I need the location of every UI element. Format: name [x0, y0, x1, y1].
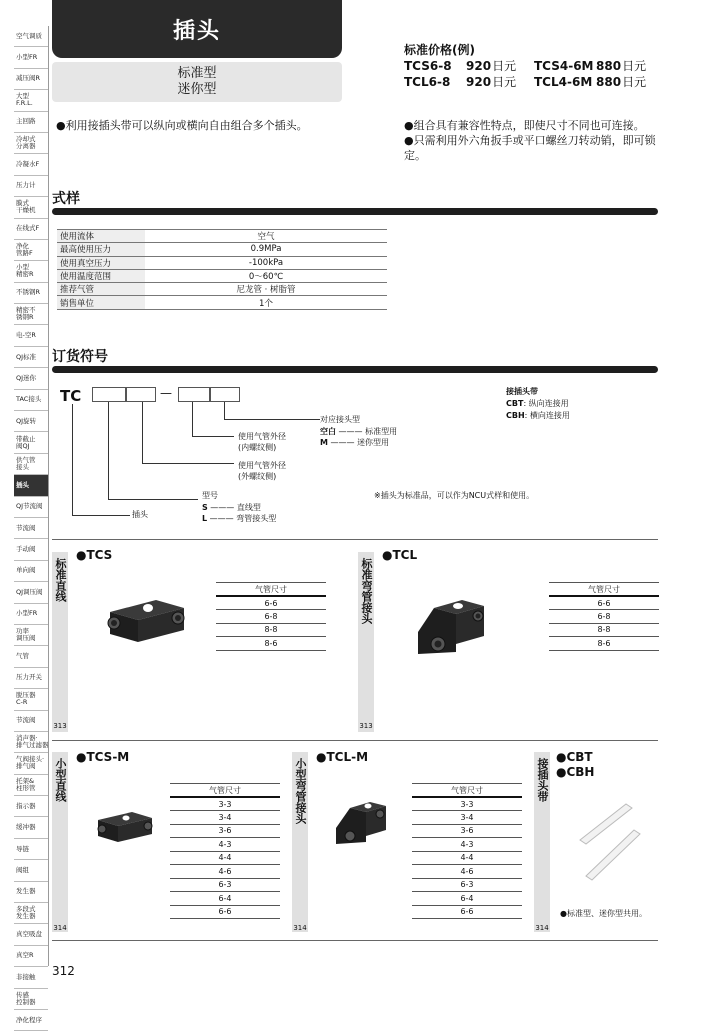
table-row: [57, 296, 387, 309]
sidebar-tab[interactable]: 发生器: [14, 882, 48, 903]
table-row: [170, 811, 280, 825]
spec-value: -100kPa: [145, 256, 387, 269]
size-cell: 4-4: [412, 851, 522, 865]
size-cell: 3-3: [170, 797, 280, 811]
size-header: 气管尺寸: [412, 784, 522, 798]
tcsm-vlabel: [52, 752, 68, 932]
sidebar-tab[interactable]: 非接触: [14, 967, 48, 988]
price-block: [404, 42, 664, 90]
order-prefix: TC: [60, 387, 82, 405]
table-row: [170, 797, 280, 811]
size-cell: 4-4: [170, 851, 280, 865]
price-model: TCS4-6M: [534, 59, 594, 73]
size-header: 气管尺寸: [170, 784, 280, 798]
page-title: 插头: [52, 0, 342, 58]
sidebar-tab[interactable]: 小型FR: [14, 47, 48, 68]
size-cell: 6-6: [216, 596, 326, 610]
sidebar-tab[interactable]: 主回路: [14, 112, 48, 133]
table-row: [216, 623, 326, 637]
table-row: [412, 797, 522, 811]
code-l-desc: 弯管接头型: [236, 514, 277, 523]
sidebar-tab[interactable]: 供气管 接头: [14, 454, 48, 475]
spec-table: [57, 229, 387, 310]
cb-vlabel-text: 接插头带: [536, 758, 549, 802]
code-m-desc: 迷你型用: [357, 438, 390, 447]
size-cell: 8-6: [216, 637, 326, 651]
sidebar-tab[interactable]: 手动阀: [14, 539, 48, 560]
tclm-page: 314: [293, 924, 307, 932]
tcsm-size-table: [170, 783, 280, 919]
price-unit: 日元: [622, 75, 647, 89]
type-label: 型号: [202, 491, 218, 500]
sidebar-tab[interactable]: 真空吸盘: [14, 924, 48, 945]
spec-key: 使用真空压力: [57, 256, 145, 269]
sidebar-tab[interactable]: 小型 精密R: [14, 261, 48, 282]
spec-key: 最高使用压力: [57, 243, 145, 256]
table-row: [549, 623, 659, 637]
sidebar-tab[interactable]: TAC接头: [14, 390, 48, 411]
tcl-image: [412, 596, 498, 660]
sidebar-tab[interactable]: 冷凝水F: [14, 154, 48, 175]
subtitle-standard: 标准型: [177, 66, 217, 81]
order-dash: —: [160, 386, 172, 400]
sidebar-tab[interactable]: 压力开关: [14, 668, 48, 689]
size-cell: 4-3: [170, 838, 280, 852]
sidebar-tab[interactable]: 节流阀: [14, 711, 48, 732]
sidebar-tab[interactable]: 小型FR: [14, 604, 48, 625]
table-row: [170, 878, 280, 892]
sidebar-tab[interactable]: 多段式 发生器: [14, 903, 48, 924]
side-index: [14, 26, 48, 1031]
table-row: [170, 865, 280, 879]
size-cell: 3-6: [412, 824, 522, 838]
table-row: [170, 892, 280, 906]
size-cell: 4-3: [412, 838, 522, 852]
size-header: 气管尺寸: [549, 583, 659, 597]
tclm-title: ●TCL-M: [316, 750, 369, 764]
order-diagram: [52, 380, 658, 530]
plug-type-blank: [320, 426, 397, 437]
size-cell: 4-6: [412, 865, 522, 879]
code-cbh-desc: : 横向连接用: [524, 411, 570, 420]
tcsm-image: [92, 806, 158, 846]
feature-left: ●利用接插头带可以纵向或横向自由组合多个插头。: [56, 119, 308, 132]
table-header-row: [170, 784, 280, 798]
sidebar-tab[interactable]: 节流阀: [14, 518, 48, 539]
table-row: [170, 905, 280, 919]
cb-note: ●标准型、迷你型共用。: [560, 909, 647, 918]
table-row: [170, 851, 280, 865]
sidebar-tab[interactable]: 净化程序: [14, 1010, 48, 1031]
table-row: [412, 838, 522, 852]
order-box-plug: [210, 387, 240, 402]
size-cell: 6-6: [170, 905, 280, 919]
type-s: [202, 502, 261, 513]
size-cell: 8-8: [549, 623, 659, 637]
price-heading: 标准价格(例): [404, 43, 475, 57]
strap-cbh: [506, 410, 570, 421]
sidebar-tab[interactable]: 在线式F: [14, 219, 48, 240]
tclm-size-table: [412, 783, 522, 919]
sidebar-tab[interactable]: 冷却式 分离器: [14, 133, 48, 154]
order-heading: 订货符号: [52, 349, 108, 365]
tclm-image: [330, 800, 394, 848]
cbt-title: ●CBT: [556, 750, 593, 764]
size-cell: 6-4: [412, 892, 522, 906]
tcl-title: ●TCL: [382, 548, 418, 562]
cb-vlabel: [534, 752, 550, 932]
price-model: TCL6-8: [404, 75, 451, 89]
sidebar-tab[interactable]: QJ节流阀: [14, 497, 48, 518]
divider: [52, 539, 658, 540]
sidebar-tab[interactable]: 精密不 锈钢R: [14, 304, 48, 325]
spec-key: 使用温度范围: [57, 269, 145, 282]
spec-value: 1个: [145, 296, 387, 309]
table-row: [549, 610, 659, 624]
tcsm-title: ●TCS-M: [76, 750, 130, 764]
divider: [52, 940, 658, 941]
table-row: [412, 824, 522, 838]
tcs-image: [100, 590, 190, 646]
feature-lock: ●只需利用外六角扳手或平口螺丝刀转动销，即可锁定。: [404, 134, 656, 162]
subtitle-box: [52, 62, 342, 102]
table-row: [57, 243, 387, 256]
table-row: [412, 905, 522, 919]
sidebar-tab[interactable]: 导链: [14, 839, 48, 860]
tcs-size-table: [216, 582, 326, 651]
size-header: 气管尺寸: [216, 583, 326, 597]
price-value: 920: [466, 75, 492, 89]
table-row: [57, 230, 387, 243]
tcsm-vlabel-text: 小型直线: [54, 758, 67, 802]
price-model: TCL4-6M: [534, 75, 593, 89]
table-row: [549, 637, 659, 651]
table-row: [57, 269, 387, 282]
sidebar-tab[interactable]: QJ旋转: [14, 411, 48, 432]
order-box-inner: [178, 387, 210, 402]
sidebar-tab[interactable]: 不锈钢R: [14, 283, 48, 304]
sidebar-tab[interactable]: 电-空R: [14, 325, 48, 346]
table-row: [216, 596, 326, 610]
size-cell: 6-8: [549, 610, 659, 624]
plug-label: 插头: [132, 510, 148, 519]
tclm-vlabel-text: 小型弯管接头: [294, 758, 307, 824]
sidebar-tab[interactable]: 插头: [14, 475, 48, 496]
table-row: [412, 892, 522, 906]
table-row: [412, 878, 522, 892]
leader: ———: [207, 514, 237, 523]
size-cell: 6-8: [216, 610, 326, 624]
table-row: [170, 824, 280, 838]
leader: ———: [207, 503, 237, 512]
table-row: [170, 838, 280, 852]
inner-dia-label: [238, 431, 286, 453]
divider: [52, 740, 658, 741]
sidebar-tab[interactable]: 膜式 干燥机: [14, 197, 48, 218]
sidebar-tab[interactable]: QJ标准: [14, 347, 48, 368]
sidebar-tab[interactable]: 大型 F.R.L.: [14, 90, 48, 111]
inner-dia-1: 使用气管外径: [238, 432, 286, 441]
size-cell: 6-4: [170, 892, 280, 906]
code-cbt-desc: : 纵向连接用: [523, 399, 569, 408]
cb-page: 314: [535, 924, 549, 932]
sidebar-tab[interactable]: 传感 控制器: [14, 989, 48, 1010]
sidebar-tab[interactable]: 气管: [14, 646, 48, 667]
table-row: [57, 283, 387, 296]
order-note: ※插头为标准品，可以作为NCU式样和使用。: [374, 491, 535, 500]
size-cell: 6-3: [412, 878, 522, 892]
code-s: S: [202, 503, 208, 512]
type-l: [202, 513, 276, 524]
page-number: 312: [52, 964, 75, 978]
tcs-vlabel-text: 标准直线: [54, 558, 67, 602]
size-cell: 3-4: [170, 811, 280, 825]
plug-type-m: [320, 437, 389, 448]
sidebar-tab[interactable]: 减压阀R: [14, 69, 48, 90]
price-value: 920: [466, 59, 492, 73]
price-model: TCS6-8: [404, 59, 452, 73]
order-line: [224, 402, 320, 420]
sidebar-tab[interactable]: QJ调压阀: [14, 582, 48, 603]
sidebar-tab[interactable]: 消声器· 排气过滤器: [14, 732, 48, 753]
outer-dia-label: [238, 460, 286, 482]
tcl-vlabel-text: 标准弯管接头: [360, 558, 373, 624]
size-cell: 3-6: [170, 824, 280, 838]
price-unit: 日元: [492, 59, 517, 73]
spec-value: 0～60℃: [145, 269, 387, 282]
price-row: [404, 74, 664, 90]
table-row: [412, 865, 522, 879]
tcs-vlabel: [52, 552, 68, 732]
price-value: 880: [596, 75, 622, 89]
size-cell: 6-6: [549, 596, 659, 610]
tclm-vlabel: [292, 752, 308, 932]
order-box-type: [92, 387, 126, 402]
sidebar-tab[interactable]: 托架& 柱形管: [14, 775, 48, 796]
table-row: [549, 596, 659, 610]
size-cell: 8-8: [216, 623, 326, 637]
table-row: [216, 637, 326, 651]
code-s-desc: 直线型: [236, 503, 261, 512]
code-l: L: [202, 514, 208, 523]
spec-key: 推荐气管: [57, 283, 145, 296]
sidebar-tab[interactable]: 真空R: [14, 946, 48, 967]
sidebar-tab[interactable]: 脱压器 C-R: [14, 689, 48, 710]
feature-right: [404, 118, 670, 163]
order-box-outer: [126, 387, 156, 402]
sidebar-tab[interactable]: 单向阀: [14, 561, 48, 582]
spec-heading: 式样: [52, 191, 80, 207]
spec-key: 使用流体: [57, 230, 145, 243]
sidebar-tab[interactable]: QJ迷你: [14, 368, 48, 389]
size-cell: 3-4: [412, 811, 522, 825]
sidebar-tab[interactable]: 净化 管路F: [14, 240, 48, 261]
tcs-title: ●TCS: [76, 548, 113, 562]
sidebar-tab[interactable]: 带截止 阀QJ: [14, 432, 48, 453]
tcsm-page: 314: [53, 924, 67, 932]
sidebar-tab[interactable]: 空气调质: [14, 26, 48, 47]
code-m: M: [320, 438, 328, 447]
table-row: [412, 851, 522, 865]
size-cell: 3-3: [412, 797, 522, 811]
spec-value: 空气: [145, 230, 387, 243]
price-row: [404, 58, 664, 74]
cb-title: [556, 750, 594, 780]
outer-dia-1: 使用气管外径: [238, 461, 286, 470]
size-cell: 4-6: [170, 865, 280, 879]
table-row: [412, 811, 522, 825]
code-blank: 空白: [320, 427, 336, 436]
order-bar: [52, 366, 658, 373]
spec-bar: [52, 208, 658, 215]
sidebar-tab[interactable]: 阀组: [14, 860, 48, 881]
spec-value: 0.9MPa: [145, 243, 387, 256]
subtitle-mini: 迷你型: [177, 82, 217, 97]
leader: ———: [327, 438, 358, 447]
tcl-vlabel: [358, 552, 374, 732]
table-header-row: [216, 583, 326, 597]
size-cell: 6-3: [170, 878, 280, 892]
price-value: 880: [596, 59, 622, 73]
sidebar-tab[interactable]: 指示器: [14, 796, 48, 817]
strap-title: 接插头带: [506, 387, 538, 396]
tcl-page: 313: [359, 722, 373, 730]
inner-dia-2: (内螺纹侧): [238, 443, 277, 452]
size-cell: 8-6: [549, 637, 659, 651]
tcs-page: 313: [53, 722, 67, 730]
plug-type-label: 对应接头型: [320, 415, 360, 424]
side-divider: [48, 26, 49, 966]
table-row: [216, 610, 326, 624]
cb-image: [576, 800, 646, 880]
order-line: [72, 404, 130, 516]
sidebar-tab[interactable]: 功率 调压阀: [14, 625, 48, 646]
table-header-row: [412, 784, 522, 798]
tcl-size-table: [549, 582, 659, 651]
code-blank-desc: 标准型用: [365, 427, 398, 436]
spec-key: 销售单位: [57, 296, 145, 309]
table-row: [57, 256, 387, 269]
sidebar-tab[interactable]: 气阀接头· 排气阀: [14, 753, 48, 774]
code-cbh: CBH: [506, 411, 525, 420]
sidebar-tab[interactable]: 缓冲器: [14, 817, 48, 838]
price-unit: 日元: [622, 59, 647, 73]
feature-compat: ●组合具有兼容性特点，即使尺寸不同也可连接。: [404, 119, 645, 132]
strap-cbt: [506, 398, 569, 409]
code-cbt: CBT: [506, 399, 524, 408]
price-unit: 日元: [492, 75, 517, 89]
spec-value: 尼龙管 · 树脂管: [145, 283, 387, 296]
leader: ———: [336, 427, 366, 436]
outer-dia-2: (外螺纹侧): [238, 472, 277, 481]
cbh-title: ●CBH: [556, 765, 595, 779]
table-header-row: [549, 583, 659, 597]
sidebar-tab[interactable]: 压力计: [14, 176, 48, 197]
size-cell: 6-6: [412, 905, 522, 919]
